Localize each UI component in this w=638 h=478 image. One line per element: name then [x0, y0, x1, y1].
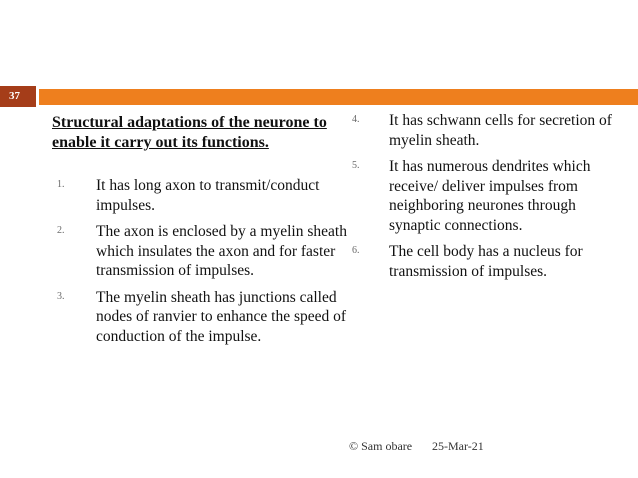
list-item: [352, 157, 614, 235]
item-number: 6.: [352, 245, 360, 256]
item-number: 2.: [57, 225, 65, 236]
item-text: The cell body has a nucleus for transmission of impulses.: [389, 243, 583, 280]
slide-number: 37: [9, 90, 20, 102]
accent-bar: [39, 89, 638, 105]
item-number: 1.: [57, 179, 65, 190]
left-list: [57, 176, 347, 353]
item-text: The axon is enclosed by a myelin sheath which insulates the axon and for faster transmission of impulses.: [96, 223, 347, 279]
footer-author: © Sam obare: [349, 439, 413, 453]
item-number: 3.: [57, 290, 65, 302]
list-item: [57, 288, 347, 347]
right-list: [352, 111, 614, 288]
list-item: [352, 111, 614, 150]
item-text: The myelin sheath has junctions called nodes of ranvier to enhance the speed of conduction of the impulse.: [96, 288, 347, 345]
list-item: [352, 242, 614, 281]
list-item: [57, 222, 347, 281]
item-text: It has numerous dendrites which receive/ deliver impulses from neighboring neurones through synaptic connections.: [389, 158, 591, 234]
item-text: It has long axon to transmit/conduct impulses.: [96, 177, 320, 214]
slide-heading: Structural adaptations of the neurone to enable it carry out its functions.: [52, 114, 327, 151]
footer-date: 25-Mar-21: [432, 439, 484, 453]
item-text: It has schwann cells for secretion of myelin sheath.: [389, 112, 612, 149]
item-number: 5.: [352, 160, 360, 171]
list-item: [57, 176, 347, 215]
item-number: 4.: [352, 114, 360, 125]
